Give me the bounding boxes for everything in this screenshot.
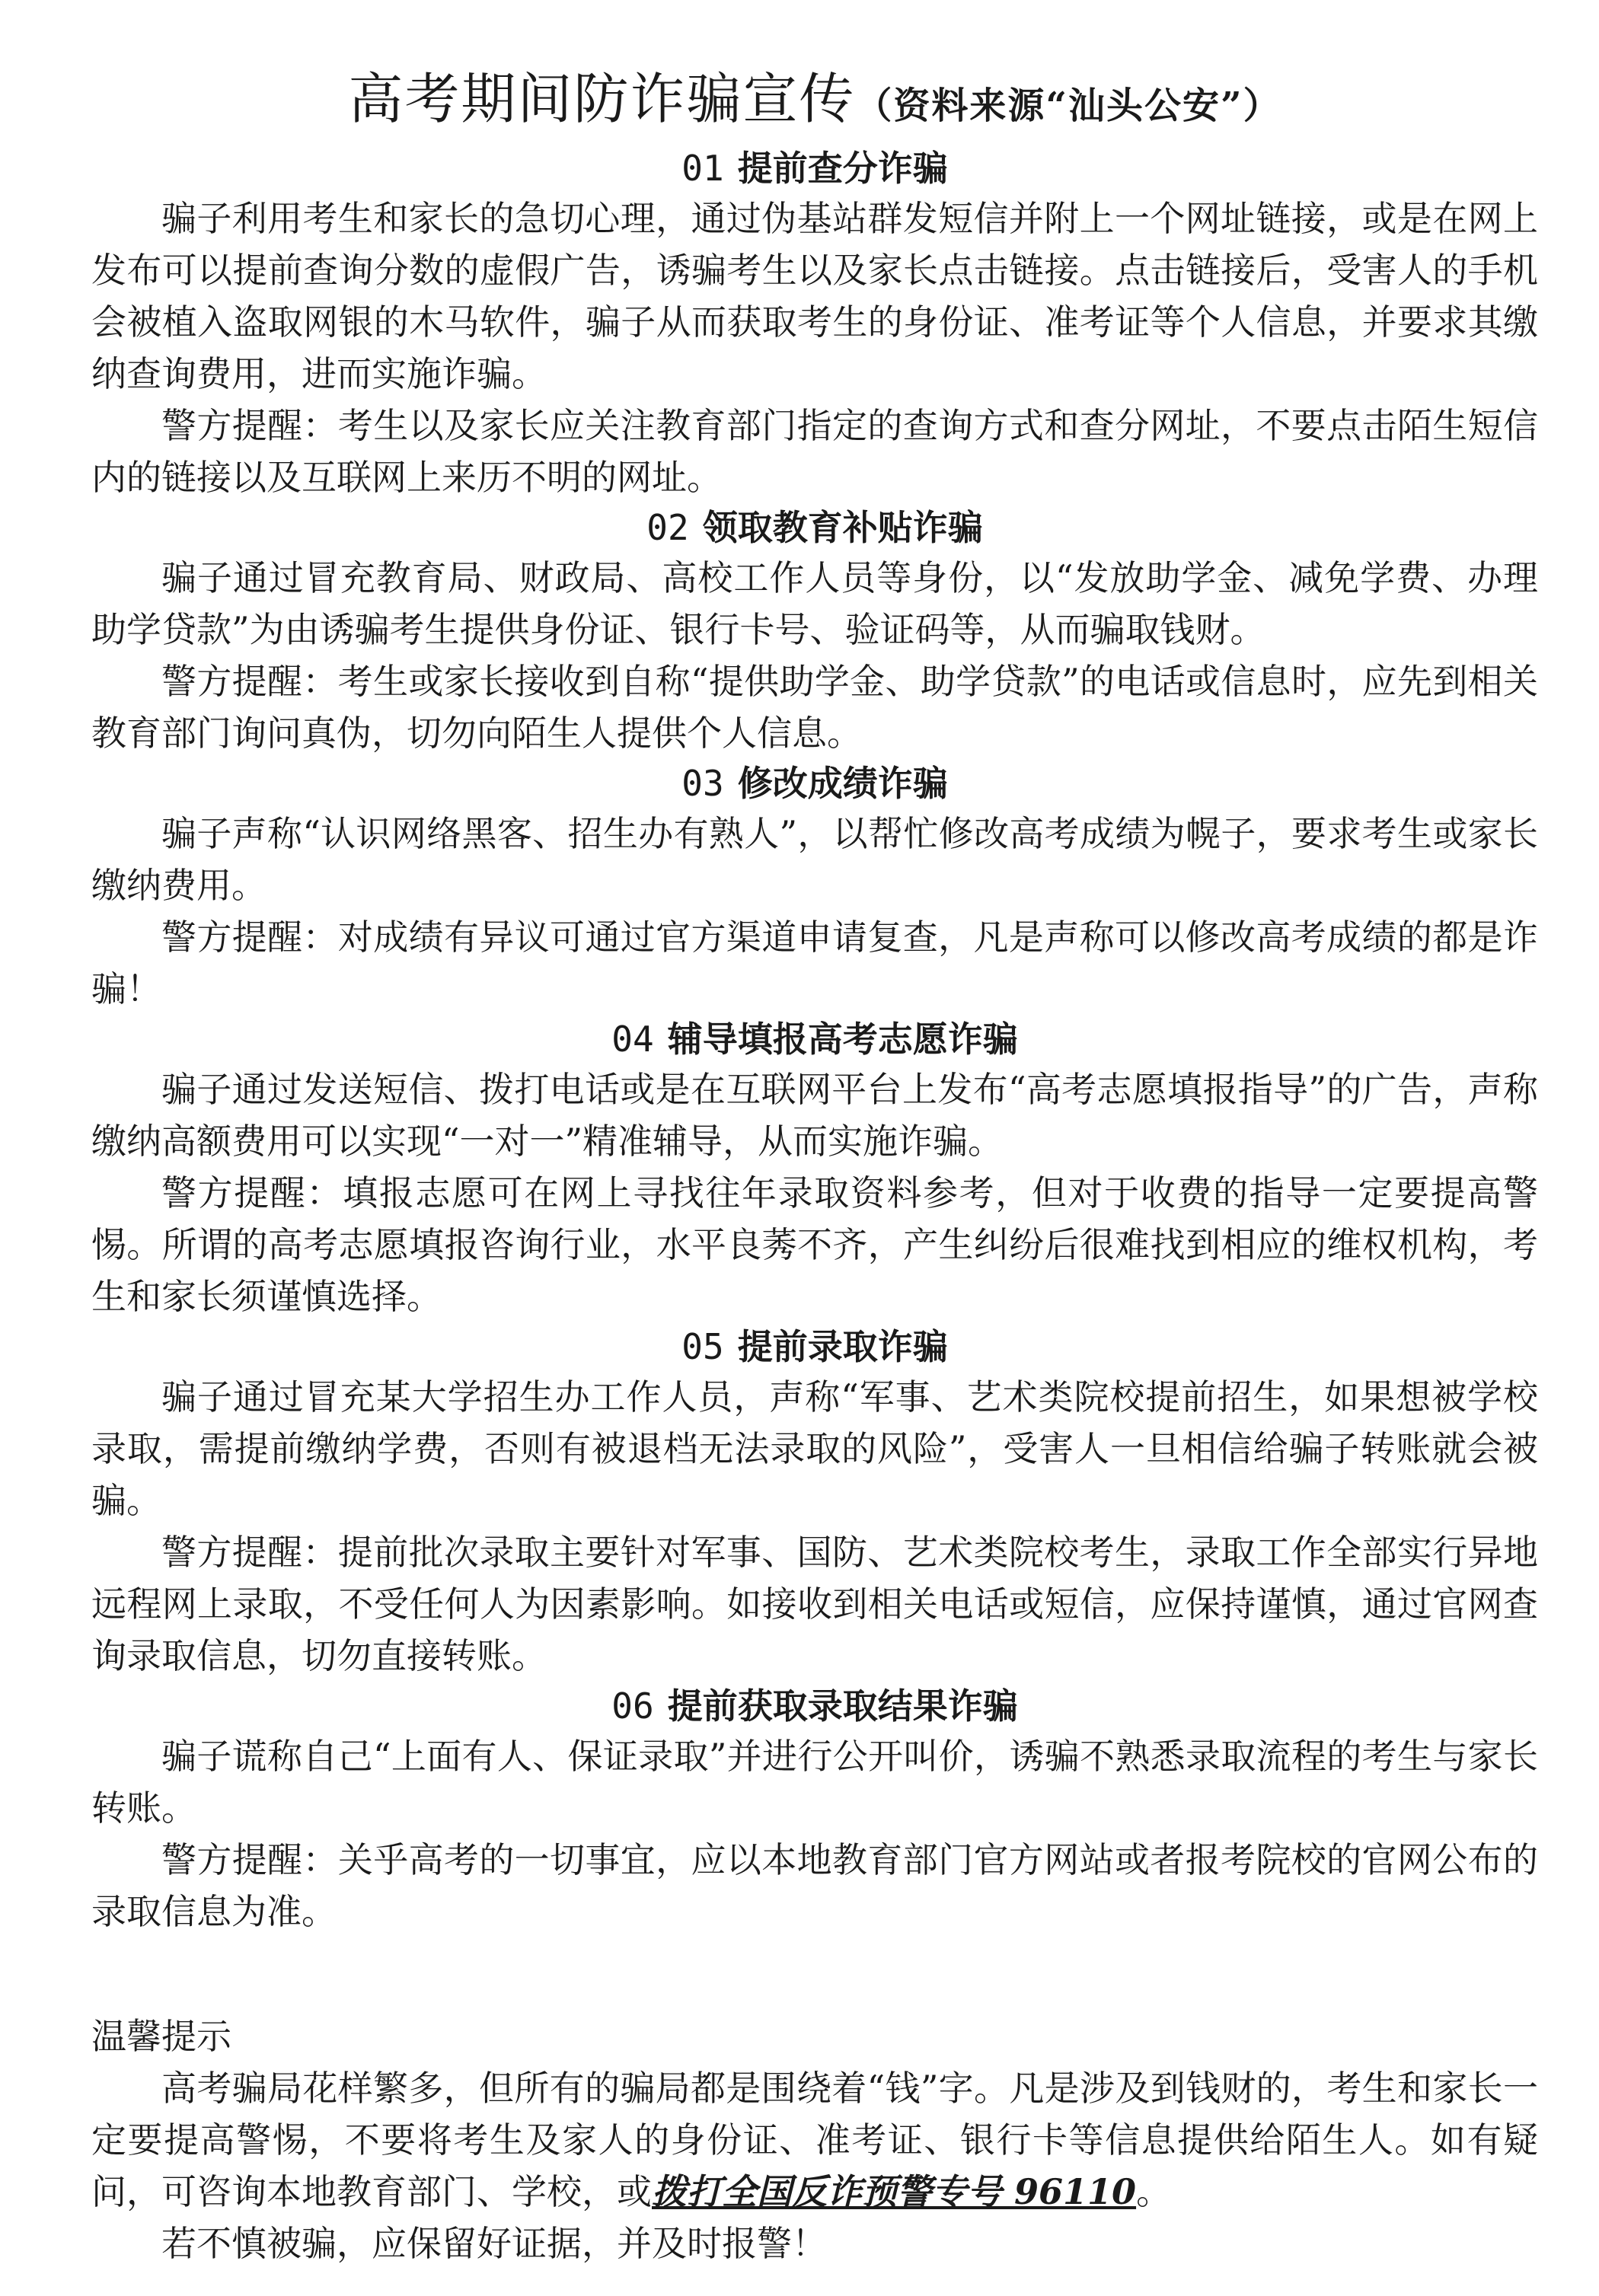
tips-paragraph — [91, 2062, 1538, 2218]
tips-text-end: 。 — [1136, 2171, 1172, 2212]
title-text: 高考期间防诈骗宣传 — [348, 67, 856, 131]
tips-paragraph-final: 若不慎被骗，应保留好证据，并及时报警！ — [161, 2223, 827, 2264]
section-05 — [91, 1322, 1538, 1682]
scam-description: 骗子谎称自己“上面有人、保证录取”并进行公开叫价，诱骗不熟悉录取流程的考生与家长转账。 — [91, 1736, 1538, 1829]
police-tip: 警方提醒：考生或家长接收到自称“提供助学金、助学贷款”的电话或信息时，应先到相关教育部门询问真伪，切勿向陌生人提供个人信息。 — [91, 661, 1538, 754]
section-title: 修改成绩诈骗 — [737, 763, 948, 804]
section-heading — [91, 759, 1538, 808]
tips-section — [91, 2011, 1538, 2269]
section-number: 03 — [681, 763, 724, 804]
section-title: 提前录取诈骗 — [737, 1326, 948, 1367]
source-note: （资料来源“汕头公安”） — [855, 85, 1281, 127]
section-number: 05 — [681, 1326, 724, 1367]
scam-description: 骗子通过冒充教育局、财政局、高校工作人员等身份，以“发放助学金、减免学费、办理助学贷款”为由诱骗考生提供身份证、银行卡号、验证码等，从而骗取钱财。 — [91, 557, 1538, 650]
section-title: 提前获取录取结果诈骗 — [667, 1685, 1018, 1727]
section-06 — [91, 1682, 1538, 1937]
tips-text: 高考骗局花样繁多，但所有的骗局都是围绕着“钱”字。凡是涉及到钱财的，考生和家长一定要提高警惕，不要将考生及家人的身份证、准考证、银行卡等信息提供给陌生人。如有疑问，可咨询本地教育部门、学校，或 — [91, 2068, 1538, 2212]
section-03 — [91, 759, 1538, 1015]
police-tip: 警方提醒：关乎高考的一切事宜，应以本地教育部门官方网站或者报考院校的官网公布的录取信息为准。 — [91, 1839, 1538, 1932]
document-page — [91, 61, 1538, 2269]
scam-description: 骗子声称“认识网络黑客、招生办有熟人”，以帮忙修改高考成绩为幌子，要求考生或家长缴纳费用。 — [91, 813, 1538, 906]
section-heading — [91, 1015, 1538, 1063]
police-tip: 警方提醒：提前批次录取主要针对军事、国防、艺术类院校考生，录取工作全部实行异地远程网上录取，不受任何人为因素影响。如接收到相关电话或短信，应保持谨慎，通过官网查询录取信息，切勿直接转账。 — [91, 1532, 1538, 1676]
scam-description: 骗子通过发送短信、拨打电话或是在互联网平台上发布“高考志愿填报指导”的广告，声称缴纳高额费用可以实现“一对一”精准辅导，从而实施诈骗。 — [91, 1069, 1538, 1162]
section-04 — [91, 1015, 1538, 1322]
police-tip: 警方提醒：考生以及家长应关注教育部门指定的查询方式和查分网址，不要点击陌生短信内的链接以及互联网上来历不明的网址。 — [91, 405, 1538, 498]
police-tip: 警方提醒：填报志愿可在网上寻找往年录取资料参考，但对于收费的指导一定要提高警惕。所谓的高考志愿填报咨询行业，水平良莠不齐，产生纠纷后很难找到相应的维权机构，考生和家长须谨慎选择。 — [91, 1172, 1538, 1317]
section-title: 提前查分诈骗 — [737, 148, 948, 189]
section-heading — [91, 503, 1538, 552]
section-number: 06 — [611, 1685, 654, 1727]
scam-description: 骗子通过冒充某大学招生办工作人员，声称“军事、艺术类院校提前招生，如果想被学校录取，需提前缴纳学费，否则有被退档无法录取的风险”，受害人一旦相信给骗子转账就会被骗。 — [91, 1376, 1538, 1521]
section-number: 02 — [646, 507, 689, 548]
police-tip: 警方提醒：对成绩有异议可通过官方渠道申请复查，凡是声称可以修改高考成绩的都是诈骗！ — [91, 917, 1538, 1009]
tips-heading: 温馨提示 — [91, 2016, 231, 2057]
document-title — [91, 61, 1538, 144]
section-heading — [91, 144, 1538, 193]
section-heading — [91, 1322, 1538, 1371]
scam-description: 骗子利用考生和家长的急切心理，通过伪基站群发短信并附上一个网址链接，或是在网上发布可以提前查询分数的虚假广告，诱骗考生以及家长点击链接。点击链接后，受害人的手机会被植入盗取网银的木马软件，骗子从而获取考生的身份证、准考证等个人信息，并要求其缴纳查询费用，进而实施诈骗。 — [91, 198, 1538, 394]
section-title: 领取教育补贴诈骗 — [702, 507, 983, 548]
section-02 — [91, 503, 1538, 759]
hotline-text: 拨打全国反诈预警专号 96110 — [652, 2171, 1137, 2212]
section-number: 04 — [611, 1019, 654, 1060]
section-01 — [91, 144, 1538, 503]
section-heading — [91, 1682, 1538, 1730]
section-number: 01 — [681, 148, 724, 189]
section-title: 辅导填报高考志愿诈骗 — [667, 1019, 1018, 1060]
